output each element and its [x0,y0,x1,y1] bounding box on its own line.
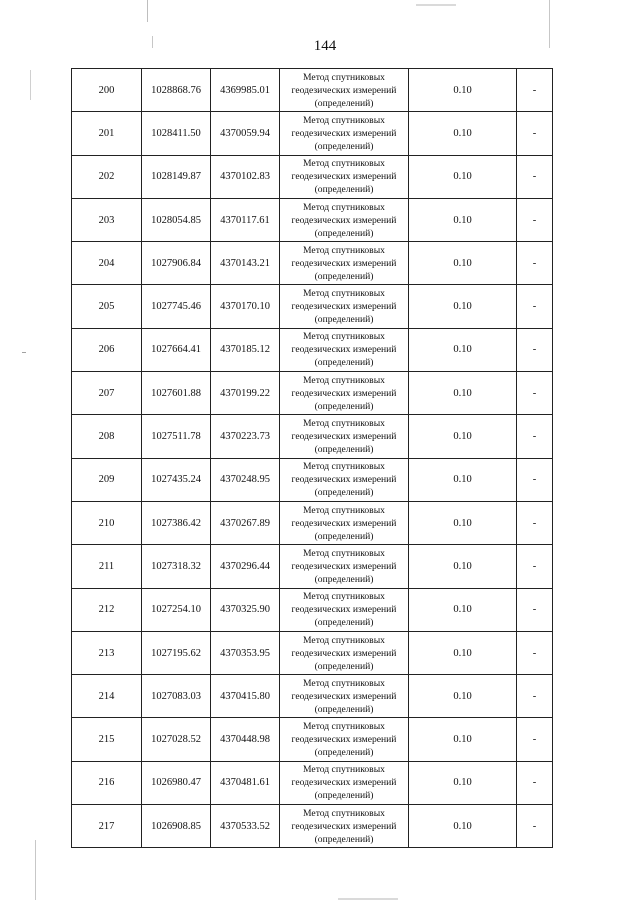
x-coordinate-cell: 1028149.87 [142,155,211,198]
method-line: Метод спутниковых [303,591,385,603]
method-line: Метод спутниковых [303,677,385,689]
x-coordinate-cell: 1026980.47 [142,761,211,804]
accuracy-cell: 0.10 [409,155,517,198]
y-coordinate-cell: 4370415.80 [211,675,280,718]
method-cell [280,675,409,718]
scan-artifact [35,840,36,900]
scan-artifact [22,352,26,353]
x-coordinate-cell: 1028868.76 [142,69,211,112]
method-cell [280,458,409,501]
table-row [72,372,553,415]
x-coordinate-cell: 1028411.50 [142,112,211,155]
method-line: (определений) [314,140,374,152]
x-coordinate-cell: 1028054.85 [142,198,211,241]
note-cell: - [517,675,553,718]
method-line: (определений) [314,357,374,369]
y-coordinate-cell: 4370248.95 [211,458,280,501]
note-cell: - [517,112,553,155]
point-number-cell: 214 [72,675,142,718]
y-coordinate-cell: 4370267.89 [211,501,280,544]
method-line: Метод спутниковых [303,201,385,213]
method-cell [280,501,409,544]
accuracy-cell: 0.10 [409,285,517,328]
method-cell [280,545,409,588]
method-line: геодезических измерений [291,517,397,529]
table-row [72,242,553,285]
point-number-cell: 210 [72,501,142,544]
accuracy-cell: 0.10 [409,718,517,761]
accuracy-cell: 0.10 [409,112,517,155]
method-line: геодезических измерений [291,734,397,746]
coordinates-table [71,68,553,848]
method-line: Метод спутниковых [303,114,385,126]
point-number-cell: 202 [72,155,142,198]
table-row [72,458,553,501]
note-cell: - [517,415,553,458]
method-line: Метод спутниковых [303,634,385,646]
accuracy-cell: 0.10 [409,242,517,285]
y-coordinate-cell: 4370170.10 [211,285,280,328]
x-coordinate-cell: 1027318.32 [142,545,211,588]
method-cell [280,631,409,674]
method-line: геодезических измерений [291,84,397,96]
method-line: (определений) [314,617,374,629]
method-cell [280,328,409,371]
method-line: Метод спутниковых [303,374,385,386]
method-cell [280,198,409,241]
accuracy-cell: 0.10 [409,328,517,371]
note-cell: - [517,328,553,371]
method-cell [280,69,409,112]
y-coordinate-cell: 4370353.95 [211,631,280,674]
method-line: (определений) [314,444,374,456]
method-line: (определений) [314,227,374,239]
point-number-cell: 216 [72,761,142,804]
method-line: (определений) [314,573,374,585]
y-coordinate-cell: 4370185.12 [211,328,280,371]
point-number-cell: 205 [72,285,142,328]
method-line: Метод спутниковых [303,721,385,733]
x-coordinate-cell: 1027254.10 [142,588,211,631]
scan-artifact [147,0,148,22]
x-coordinate-cell: 1027511.78 [142,415,211,458]
method-line: геодезических измерений [291,647,397,659]
accuracy-cell: 0.10 [409,805,517,848]
accuracy-cell: 0.10 [409,198,517,241]
method-cell [280,718,409,761]
accuracy-cell: 0.10 [409,631,517,674]
method-cell [280,372,409,415]
point-number-cell: 201 [72,112,142,155]
page-number: 144 [313,38,337,54]
method-line: Метод спутниковых [303,764,385,776]
table-row [72,112,553,155]
method-line: геодезических измерений [291,690,397,702]
table-row [72,805,553,848]
note-cell: - [517,69,553,112]
method-line: (определений) [314,400,374,412]
method-line: (определений) [314,747,374,759]
table-row [72,545,553,588]
method-cell [280,761,409,804]
accuracy-cell: 0.10 [409,69,517,112]
accuracy-cell: 0.10 [409,588,517,631]
method-line: Метод спутниковых [303,418,385,430]
note-cell: - [517,372,553,415]
y-coordinate-cell: 4370481.61 [211,761,280,804]
point-number-cell: 207 [72,372,142,415]
method-line: (определений) [314,703,374,715]
method-cell [280,415,409,458]
table-row [72,631,553,674]
y-coordinate-cell: 4370533.52 [211,805,280,848]
method-line: геодезических измерений [291,387,397,399]
note-cell: - [517,631,553,674]
method-line: (определений) [314,97,374,109]
point-number-cell: 215 [72,718,142,761]
accuracy-cell: 0.10 [409,458,517,501]
table-body [72,69,553,848]
method-line: (определений) [314,314,374,326]
table-row [72,69,553,112]
method-line: геодезических измерений [291,344,397,356]
point-number-cell: 211 [72,545,142,588]
method-line: геодезических измерений [291,777,397,789]
note-cell: - [517,155,553,198]
x-coordinate-cell: 1027906.84 [142,242,211,285]
method-line: Метод спутниковых [303,288,385,300]
method-line: Метод спутниковых [303,504,385,516]
note-cell: - [517,501,553,544]
method-line: (определений) [314,270,374,282]
table-row [72,761,553,804]
method-line: (определений) [314,790,374,802]
x-coordinate-cell: 1026908.85 [142,805,211,848]
method-line: (определений) [314,487,374,499]
accuracy-cell: 0.10 [409,545,517,588]
method-line: геодезических измерений [291,474,397,486]
note-cell: - [517,588,553,631]
table-row [72,155,553,198]
method-cell [280,588,409,631]
point-number-cell: 217 [72,805,142,848]
point-number-cell: 209 [72,458,142,501]
method-cell [280,285,409,328]
note-cell: - [517,545,553,588]
x-coordinate-cell: 1027601.88 [142,372,211,415]
x-coordinate-cell: 1027195.62 [142,631,211,674]
note-cell: - [517,198,553,241]
x-coordinate-cell: 1027083.03 [142,675,211,718]
method-line: (определений) [314,660,374,672]
y-coordinate-cell: 4370448.98 [211,718,280,761]
method-cell [280,155,409,198]
y-coordinate-cell: 4370117.61 [211,198,280,241]
y-coordinate-cell: 4370059.94 [211,112,280,155]
method-line: геодезических измерений [291,257,397,269]
note-cell: - [517,718,553,761]
table-row [72,501,553,544]
method-line: Метод спутниковых [303,547,385,559]
point-number-cell: 204 [72,242,142,285]
y-coordinate-cell: 4370325.90 [211,588,280,631]
accuracy-cell: 0.10 [409,372,517,415]
method-line: геодезических измерений [291,171,397,183]
method-line: геодезических измерений [291,604,397,616]
method-cell [280,242,409,285]
y-coordinate-cell: 4369985.01 [211,69,280,112]
note-cell: - [517,458,553,501]
method-line: геодезических измерений [291,431,397,443]
point-number-cell: 208 [72,415,142,458]
accuracy-cell: 0.10 [409,501,517,544]
x-coordinate-cell: 1027435.24 [142,458,211,501]
accuracy-cell: 0.10 [409,761,517,804]
point-number-cell: 212 [72,588,142,631]
note-cell: - [517,242,553,285]
y-coordinate-cell: 4370223.73 [211,415,280,458]
table-row [72,588,553,631]
x-coordinate-cell: 1027745.46 [142,285,211,328]
point-number-cell: 213 [72,631,142,674]
method-line: геодезических измерений [291,301,397,313]
scan-artifact [416,4,456,6]
accuracy-cell: 0.10 [409,415,517,458]
table-row [72,718,553,761]
method-line: (определений) [314,530,374,542]
method-cell [280,112,409,155]
x-coordinate-cell: 1027386.42 [142,501,211,544]
method-line: Метод спутниковых [303,461,385,473]
table-row [72,285,553,328]
point-number-cell: 200 [72,69,142,112]
y-coordinate-cell: 4370143.21 [211,242,280,285]
note-cell: - [517,805,553,848]
method-line: геодезических измерений [291,820,397,832]
table-row [72,328,553,371]
x-coordinate-cell: 1027028.52 [142,718,211,761]
method-line: Метод спутниковых [303,244,385,256]
method-line: (определений) [314,833,374,845]
table-row [72,415,553,458]
method-line: Метод спутниковых [303,158,385,170]
x-coordinate-cell: 1027664.41 [142,328,211,371]
table-row [72,675,553,718]
note-cell: - [517,285,553,328]
method-line: Метод спутниковых [303,807,385,819]
y-coordinate-cell: 4370102.83 [211,155,280,198]
table-row [72,198,553,241]
point-number-cell: 203 [72,198,142,241]
method-line: геодезических измерений [291,214,397,226]
y-coordinate-cell: 4370296.44 [211,545,280,588]
method-line: геодезических измерений [291,127,397,139]
scan-artifact [338,898,398,900]
accuracy-cell: 0.10 [409,675,517,718]
y-coordinate-cell: 4370199.22 [211,372,280,415]
method-line: Метод спутниковых [303,71,385,83]
point-number-cell: 206 [72,328,142,371]
method-line: Метод спутниковых [303,331,385,343]
method-line: геодезических измерений [291,560,397,572]
note-cell: - [517,761,553,804]
method-line: (определений) [314,184,374,196]
method-cell [280,805,409,848]
scan-artifact [30,70,31,100]
